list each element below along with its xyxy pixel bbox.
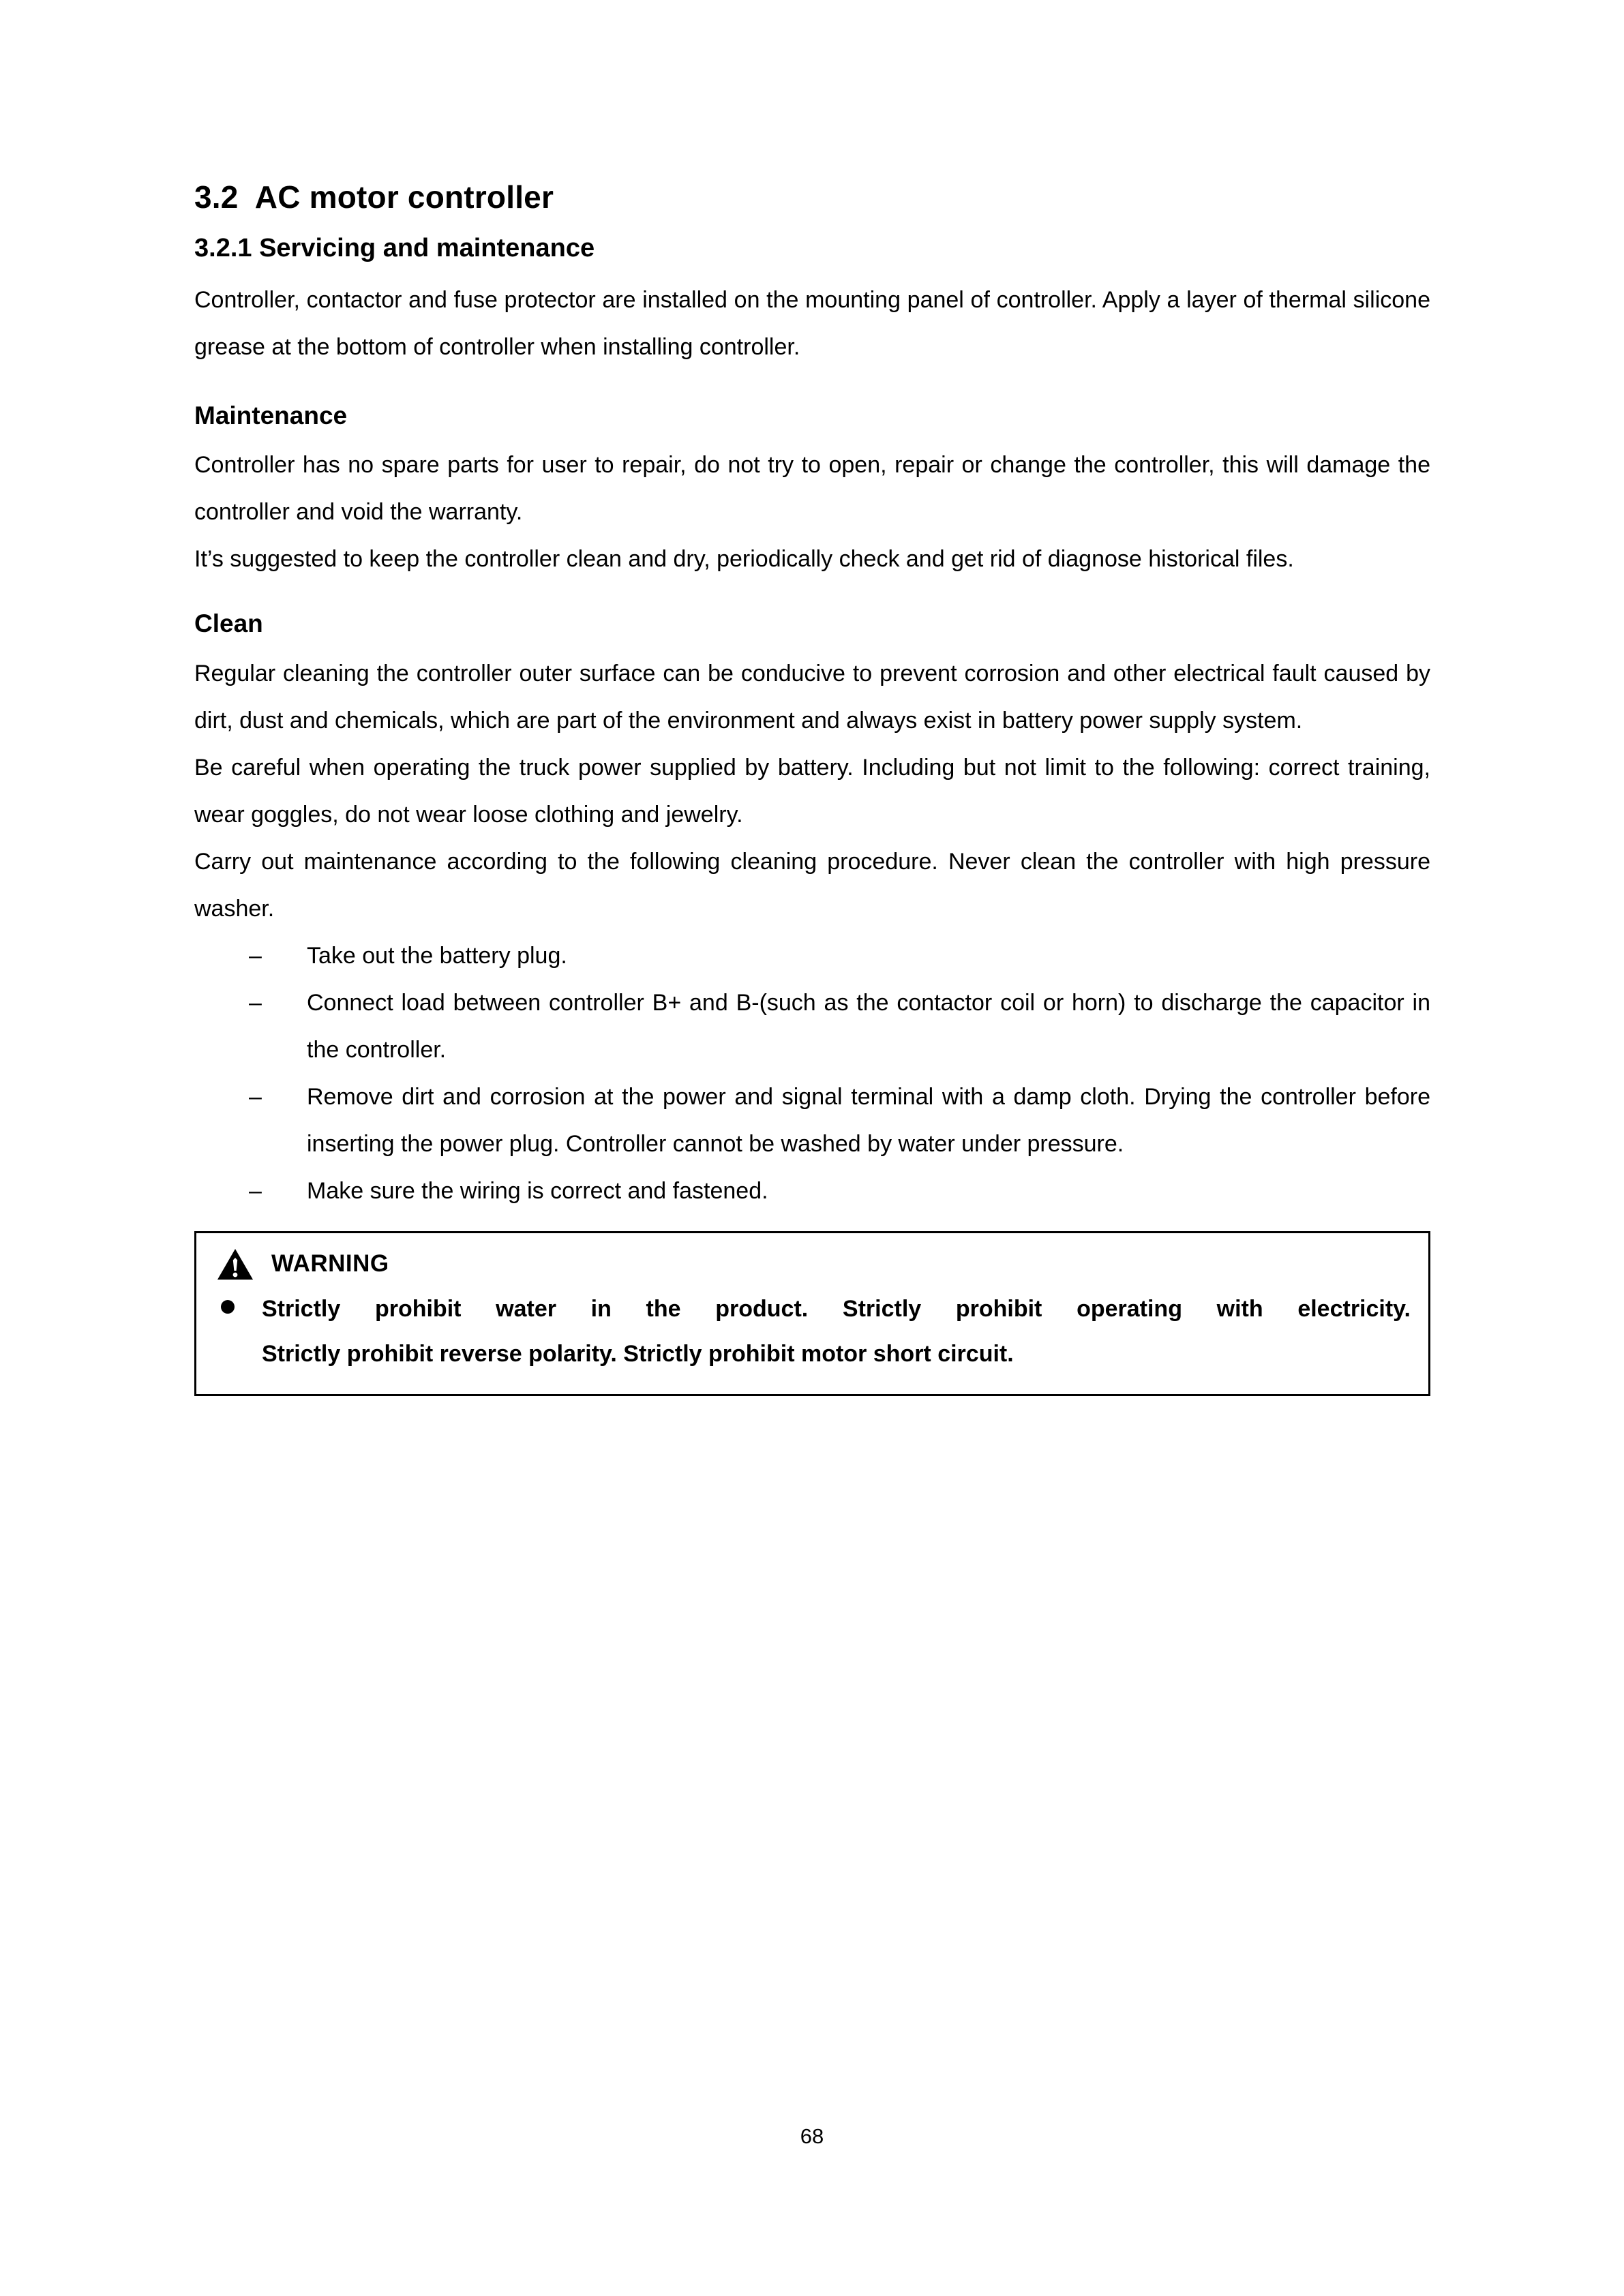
maintenance-heading: Maintenance bbox=[194, 401, 348, 429]
list-item bbox=[194, 933, 1430, 980]
clean-paragraph-1: Regular cleaning the controller outer surface can be conducive to prevent corrosion and other electrical fault caused by dirt, dust and chemicals, which are part of the environment and always exist in battery power supply system. bbox=[194, 660, 1430, 734]
page-content bbox=[194, 179, 1430, 1396]
maintenance-paragraph-1: Controller has no spare parts for user to repair, do not try to open, repair or change the controller, this will damage the controller and void the warranty. bbox=[194, 452, 1430, 526]
list-item bbox=[194, 980, 1430, 1074]
list-item bbox=[194, 1074, 1430, 1168]
list-item-text: Connect load between controller B+ and B-(such as the contactor coil or horn) to discharge the capacitor in the controller. bbox=[307, 989, 1430, 1063]
clean-heading: Clean bbox=[194, 609, 263, 638]
dash-marker: – bbox=[249, 989, 262, 1016]
list-item-text: Take out the battery plug. bbox=[307, 942, 567, 969]
dash-marker: – bbox=[249, 1177, 262, 1204]
list-item-text: Make sure the wiring is correct and fastened. bbox=[307, 1177, 768, 1204]
warning-triangle-icon bbox=[217, 1248, 254, 1281]
list-item bbox=[194, 1168, 1430, 1215]
warning-text-line-2: Strictly prohibit reverse polarity. Strictly prohibit motor short circuit. bbox=[262, 1340, 1014, 1367]
clean-paragraph-3: Carry out maintenance according to the following cleaning procedure. Never clean the controller with high pressure washer. bbox=[194, 848, 1430, 922]
page-title: 3.2 AC motor controller bbox=[194, 179, 554, 215]
list-item-text: Remove dirt and corrosion at the power and signal terminal with a damp cloth. Drying the controller before inserting the power plug. Controller cannot be washed by water under pressure. bbox=[307, 1083, 1430, 1157]
bullet-dot-icon bbox=[221, 1300, 235, 1314]
dash-marker: – bbox=[249, 1083, 262, 1110]
page-number: 68 bbox=[800, 2124, 824, 2148]
clean-paragraph-2: Be careful when operating the truck power supplied by battery. Including but not limit to the following: correct training, wear goggles, do not wear loose clothing and jewelry. bbox=[194, 754, 1430, 828]
warning-title: WARNING bbox=[271, 1250, 389, 1278]
warning-callout-box bbox=[194, 1231, 1430, 1396]
maintenance-paragraph-2: It’s suggested to keep the controller clean and dry, periodically check and get rid of diagnose historical files. bbox=[194, 546, 1294, 573]
warning-body bbox=[214, 1286, 1411, 1376]
intro-paragraph: Controller, contactor and fuse protector are installed on the mounting panel of controller. Apply a layer of thermal silicone grease at the bottom of controller when installing controller. bbox=[194, 286, 1430, 360]
subsection-heading: 3.2.1 Servicing and maintenance bbox=[194, 234, 595, 263]
warning-text-line-1: Strictly prohibit water in the product. Strictly prohibit operating with electricity. bbox=[262, 1295, 1411, 1322]
warning-header bbox=[217, 1248, 1411, 1281]
dash-marker: – bbox=[249, 942, 262, 969]
cleaning-steps-list bbox=[194, 933, 1430, 1215]
